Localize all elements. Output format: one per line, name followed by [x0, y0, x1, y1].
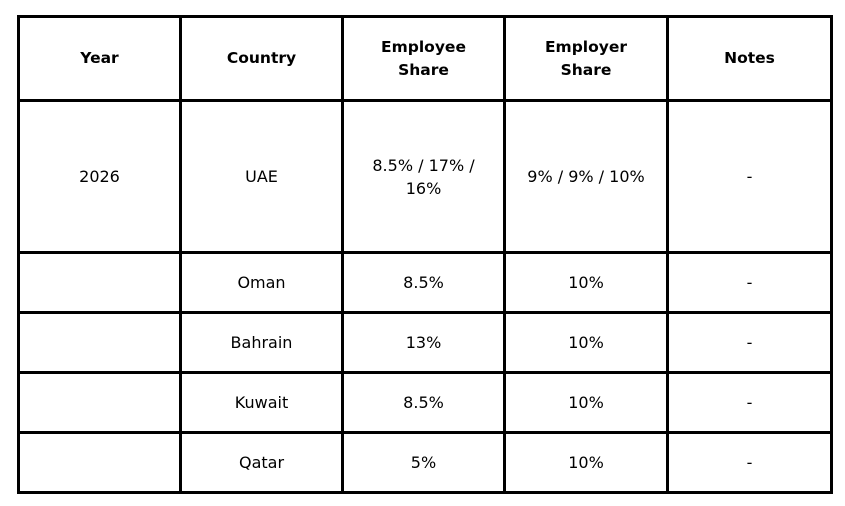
employer-share-cell: 10%: [505, 313, 668, 373]
country-cell: UAE: [181, 101, 343, 253]
employer-share-cell: 10%: [505, 433, 668, 493]
employee-share-cell: 13%: [343, 313, 505, 373]
notes-cell: -: [668, 101, 832, 253]
table-row: [19, 373, 832, 433]
year-cell: [19, 253, 181, 313]
country-cell: Bahrain: [181, 313, 343, 373]
notes-cell: -: [668, 433, 832, 493]
country-cell: Oman: [181, 253, 343, 313]
employee-share-cell: 8.5%: [343, 253, 505, 313]
contribution-table: [17, 15, 833, 494]
notes-cell: -: [668, 373, 832, 433]
year-cell: [19, 313, 181, 373]
notes-cell: -: [668, 253, 832, 313]
employee-share-cell: 8.5% / 17% / 16%: [343, 101, 505, 253]
country-cell: Qatar: [181, 433, 343, 493]
table-row: [19, 433, 832, 493]
notes-cell: -: [668, 313, 832, 373]
header-employer-share: Employer Share: [505, 17, 668, 101]
table-row: [19, 101, 832, 253]
employee-share-cell: 8.5%: [343, 373, 505, 433]
header-year: Year: [19, 17, 181, 101]
employer-share-cell: 9% / 9% / 10%: [505, 101, 668, 253]
table-row: [19, 253, 832, 313]
header-row: [19, 17, 832, 101]
employer-share-cell: 10%: [505, 253, 668, 313]
employer-share-cell: 10%: [505, 373, 668, 433]
year-cell: 2026: [19, 101, 181, 253]
year-cell: [19, 373, 181, 433]
header-notes: Notes: [668, 17, 832, 101]
country-cell: Kuwait: [181, 373, 343, 433]
table-row: [19, 313, 832, 373]
year-cell: [19, 433, 181, 493]
header-employee-share: Employee Share: [343, 17, 505, 101]
header-country: Country: [181, 17, 343, 101]
employee-share-cell: 5%: [343, 433, 505, 493]
